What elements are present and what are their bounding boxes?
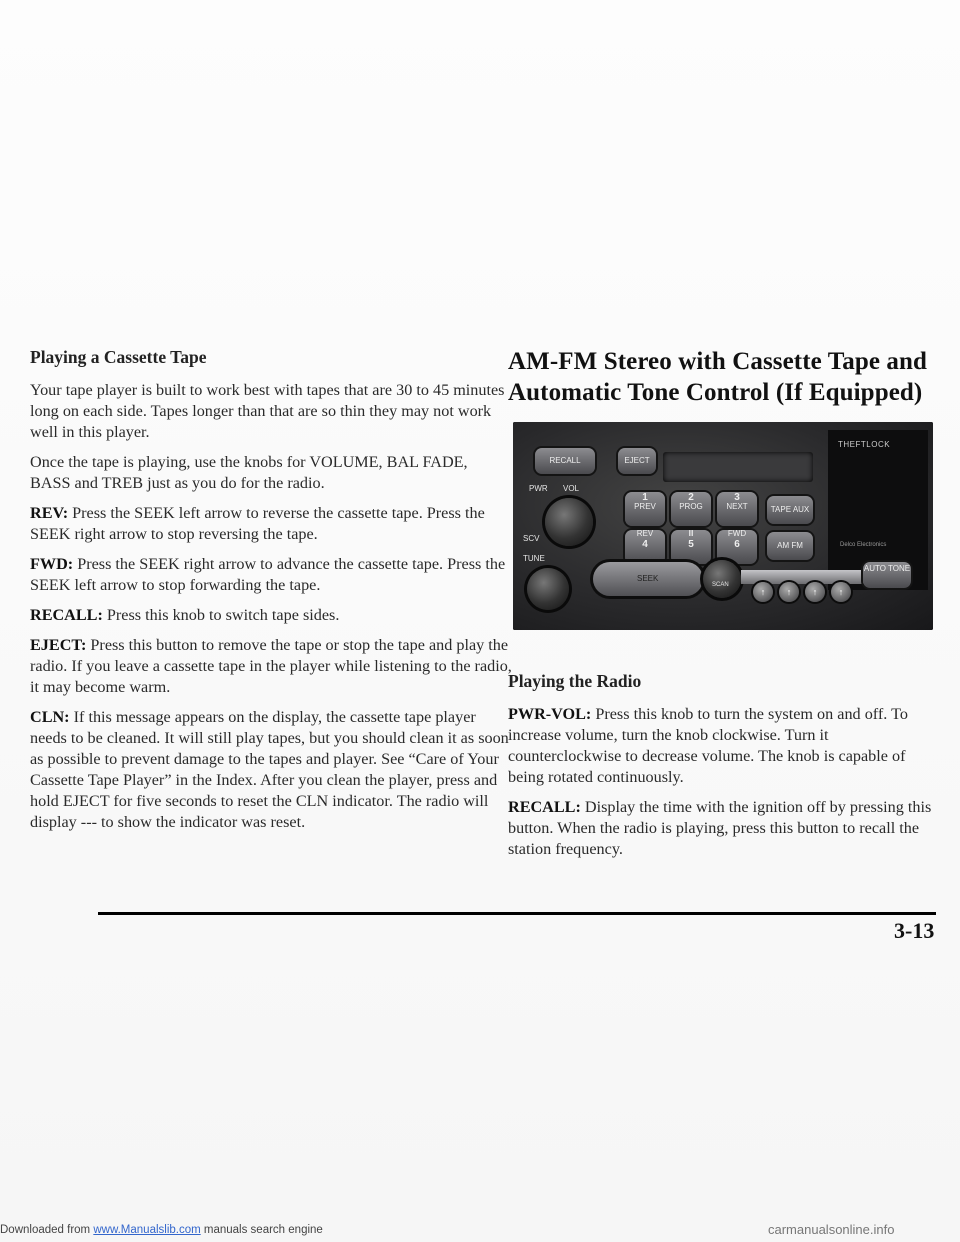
page-number: 3-13 xyxy=(894,918,935,943)
paragraph-intro-1: Your tape player is built to work best with tapes that are 30 to 45 minutes long on each side. Tapes longer than that are so thin they may not work well in this player. xyxy=(30,381,505,441)
radio-display xyxy=(663,452,813,482)
tape-aux-button xyxy=(767,496,813,524)
download-notice xyxy=(0,1224,323,1236)
manualslib-link[interactable]: www.Manualslib.com xyxy=(93,1224,201,1236)
eject-button xyxy=(618,448,656,474)
preset-button-2 xyxy=(671,492,711,526)
desc-eject: Press this button to remove the tape or stop the tape and play the radio. If you leave a cassette tape in the player while listening to the radio, it may become warm. xyxy=(30,636,512,696)
auto-tone-button xyxy=(863,562,911,588)
item-recall-tape xyxy=(30,605,512,626)
term-fwd: FWD: xyxy=(30,555,74,573)
term-cln: CLN: xyxy=(30,708,70,726)
preset-2-num: 2 xyxy=(688,492,694,503)
desc-cln: If this message appears on the display, the cassette tape player needs to be cleaned. It will still play tapes, but you should clean it as soon as possible to prevent damage to the tapes and player. See “Care of Your Cassette Tape Player” in the Index. After you clean the player, press and hold EJECT for five seconds to reset the CLN indicator. The radio will display --- to show the indicator was reset. xyxy=(30,708,509,831)
paragraph-intro-2: Once the tape is playing, use the knobs for VOLUME, BAL FADE, BASS and TREB just as you do for the radio. xyxy=(30,453,468,492)
tune-label: TUNE xyxy=(523,554,545,563)
scan-label: SCAN xyxy=(712,582,729,588)
seek-rocker xyxy=(593,562,703,596)
term-rev: REV: xyxy=(30,504,69,522)
item-recall-radio xyxy=(508,797,938,860)
watermark: carmanualsonline.info xyxy=(768,1222,895,1237)
term-recall-radio: RECALL: xyxy=(508,798,581,816)
desc-pwr-vol: Press this knob to turn the system on and off. To increase volume, turn the knob clockwise. Turn it counterclockwise to decrease volume. The knob is capable of being rotated continuously. xyxy=(508,705,908,786)
item-rev xyxy=(30,503,512,545)
desc-recall-radio: Display the time with the ignition off by pressing this button. When the radio is playing, press this button to recall the station frequency. xyxy=(508,798,932,858)
scan-knob xyxy=(703,560,741,598)
preset-button-4 xyxy=(625,530,665,564)
preset-3-num: 3 xyxy=(734,492,740,503)
page-title: AM-FM Stereo with Cassette Tape and Automatic Tone Control (If Equipped) xyxy=(508,348,927,406)
radio-subheading: Playing the Radio xyxy=(508,671,642,691)
preset-3-label: NEXT xyxy=(726,502,748,511)
download-prefix: Downloaded from xyxy=(0,1224,94,1236)
seek-label: SEEK xyxy=(637,574,659,583)
radio-illustration xyxy=(513,422,933,630)
scv-label: SCV xyxy=(523,534,540,543)
tune-knob xyxy=(527,568,569,610)
preset-button-3 xyxy=(717,492,757,526)
preset-button-5 xyxy=(671,530,711,564)
preset-5-label: Ⅲ xyxy=(688,529,694,538)
term-recall-tape: RECALL: xyxy=(30,606,103,624)
preset-6-num: 6 xyxy=(734,538,740,550)
item-cln xyxy=(30,707,512,833)
preset-1-num: 1 xyxy=(642,492,648,503)
preset-button-1 xyxy=(625,492,665,526)
preset-6-label: FWD xyxy=(727,529,747,538)
section-subheading: Playing a Cassette Tape xyxy=(30,347,207,367)
theftlock-label: THEFTLOCK xyxy=(838,440,891,449)
download-suffix: manuals search engine xyxy=(200,1224,323,1236)
recall-button-label: RECALL xyxy=(549,456,581,465)
recall-button xyxy=(535,448,595,474)
tone-dot-1: ↑ xyxy=(753,582,773,602)
am-fm-label: AM FM xyxy=(777,541,803,550)
preset-4-label: REV xyxy=(636,529,654,538)
tone-dot-4: ↑ xyxy=(831,582,851,602)
term-pwr-vol: PWR-VOL: xyxy=(508,705,592,723)
preset-button-6 xyxy=(717,530,757,564)
am-fm-button xyxy=(767,532,813,560)
spacer xyxy=(508,630,938,650)
term-eject: EJECT: xyxy=(30,636,87,654)
preset-4-num: 4 xyxy=(642,538,648,550)
desc-recall-tape: Press this knob to switch tape sides. xyxy=(106,606,340,624)
desc-fwd: Press the SEEK right arrow to advance the cassette tape. Press the SEEK left arrow to stop forwarding the tape. xyxy=(30,555,506,594)
preset-1-label: PREV xyxy=(634,502,656,511)
brand-label: Delco Electronics xyxy=(840,542,887,548)
tape-aux-label: TAPE AUX xyxy=(770,505,810,514)
item-fwd xyxy=(30,554,512,596)
eject-button-label: EJECT xyxy=(624,456,650,465)
preset-2-label: PROG xyxy=(679,502,703,511)
item-eject xyxy=(30,635,512,698)
pwr-label: PWR xyxy=(529,484,548,493)
right-column xyxy=(508,346,938,869)
tone-dot-3: ↑ xyxy=(805,582,825,602)
volume-knob xyxy=(545,498,593,546)
vol-label: VOL xyxy=(563,484,580,493)
preset-5-num: 5 xyxy=(688,538,694,550)
desc-rev: Press the SEEK left arrow to reverse the cassette tape. Press the SEEK right arrow to stop reversing the tape. xyxy=(30,504,485,543)
left-column xyxy=(30,346,512,842)
item-pwr-vol xyxy=(508,704,938,788)
tone-dot-2: ↑ xyxy=(779,582,799,602)
footer-rule xyxy=(98,912,936,915)
auto-tone-label: AUTO TONE xyxy=(863,564,911,573)
